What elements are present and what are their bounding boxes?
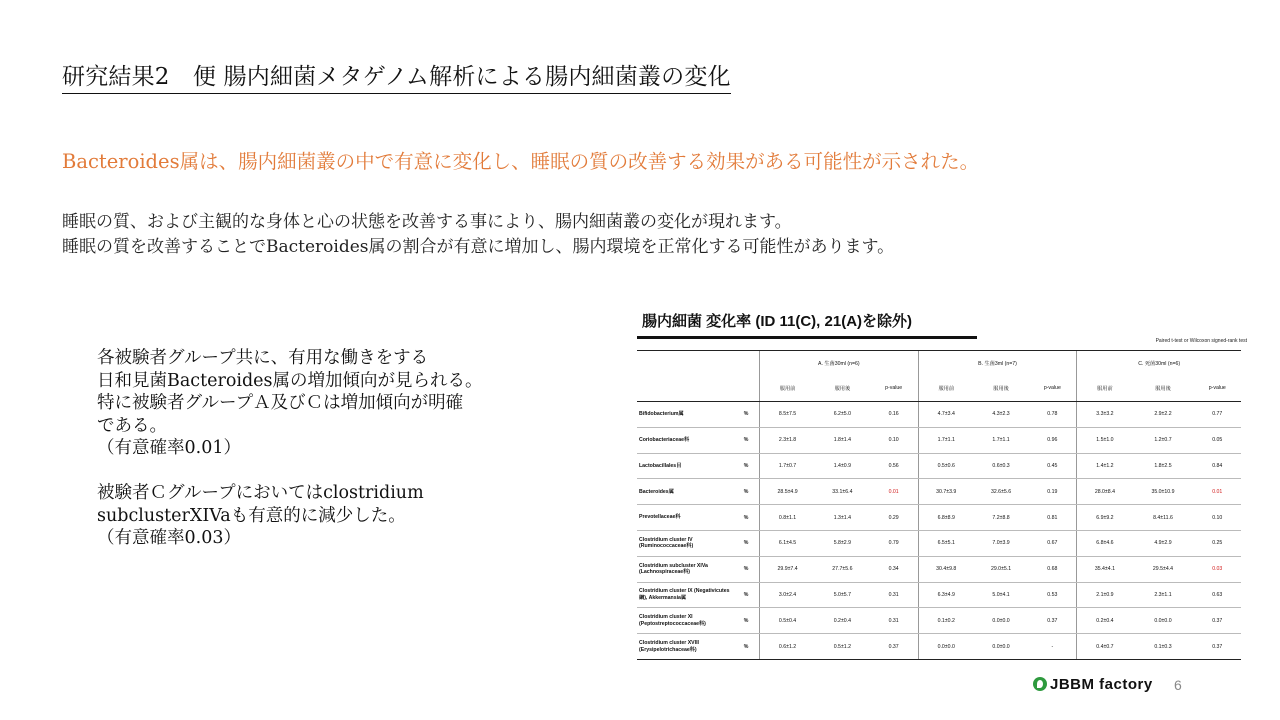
row-taxon-name: Clostridium cluster XVIII (Erysipelotrichaceae科) <box>637 634 733 660</box>
p-value-cell: 0.31 <box>870 608 919 634</box>
table-test-note: Paired t-test or Wilcoxon signed-rank test <box>1155 338 1247 344</box>
row-unit: % <box>733 402 760 428</box>
subheader: 服用後 <box>815 375 870 402</box>
value-cell: 0.6±0.3 <box>974 453 1029 479</box>
p-value-cell: 0.81 <box>1028 505 1077 531</box>
value-cell: 3.3±3.2 <box>1077 402 1133 428</box>
row-taxon-name: Clostridium subcluster XIVa (Lachnospiraceae科) <box>637 556 733 582</box>
row-taxon-name: Clostridium cluster XI (Peptostreptococcaceae科) <box>637 608 733 634</box>
value-cell: 0.5±0.6 <box>918 453 974 479</box>
table-title-rule <box>637 336 977 339</box>
p-value-cell: 0.68 <box>1028 556 1077 582</box>
row-unit: % <box>733 530 760 556</box>
value-cell: 0.5±1.2 <box>815 634 870 660</box>
value-cell: 1.7±1.1 <box>974 427 1029 453</box>
key-finding: Bacteroides属は、腸内細菌叢の中で有意に変化し、睡眠の質の改善する効果がある可能性が示された。 <box>62 150 980 173</box>
description <box>62 210 894 260</box>
value-cell: 8.5±7.5 <box>760 402 816 428</box>
value-cell: 28.0±8.4 <box>1077 479 1133 505</box>
row-taxon-name: Clostridium cluster IV (Ruminococcaceae科) <box>637 530 733 556</box>
value-cell: 0.1±0.3 <box>1132 634 1193 660</box>
leaf-logo-icon <box>1033 677 1047 691</box>
table-row <box>637 530 1241 556</box>
value-cell: 2.3±1.8 <box>760 427 816 453</box>
value-cell: 27.7±5.6 <box>815 556 870 582</box>
value-cell: 0.5±0.4 <box>760 608 816 634</box>
value-cell: 0.6±1.2 <box>760 634 816 660</box>
value-cell: 7.2±8.8 <box>974 505 1029 531</box>
table-row <box>637 453 1241 479</box>
group-header: C. 死菌30ml (n=6) <box>1077 351 1241 376</box>
group-header: A. 生菌30ml (n=6) <box>760 351 919 376</box>
note-line: 特に被験者グループＡ及びＣは増加傾向が明確 <box>97 393 464 413</box>
table-row <box>637 582 1241 608</box>
row-unit: % <box>733 608 760 634</box>
row-unit: % <box>733 427 760 453</box>
note-line: 各被験者グループ共に、有用な働きをする <box>97 348 429 368</box>
row-taxon-name: Bifidobacterium属 <box>637 402 733 428</box>
value-cell: 1.7±0.7 <box>760 453 816 479</box>
logo-text: JBBM factory <box>1050 676 1153 693</box>
subheader: p-value <box>1194 375 1242 402</box>
p-value-cell: 0.78 <box>1028 402 1077 428</box>
table-row <box>637 608 1241 634</box>
slide-title: 研究結果2 便 腸内細菌メタゲノム解析による腸内細菌叢の変化 <box>62 58 731 94</box>
value-cell: 6.8±8.9 <box>918 505 974 531</box>
p-value-cell: 0.45 <box>1028 453 1077 479</box>
value-cell: 1.8±2.5 <box>1132 453 1193 479</box>
value-cell: 4.3±2.3 <box>974 402 1029 428</box>
p-value-cell: 0.67 <box>1028 530 1077 556</box>
value-cell: 1.3±1.4 <box>815 505 870 531</box>
table-row <box>637 505 1241 531</box>
table-subheader-row <box>637 375 1241 402</box>
value-cell: 1.5±1.0 <box>1077 427 1133 453</box>
value-cell: 2.1±0.9 <box>1077 582 1133 608</box>
value-cell: 6.3±4.9 <box>918 582 974 608</box>
table-corner <box>637 375 733 402</box>
row-taxon-name: Coriobacteriaceae科 <box>637 427 733 453</box>
value-cell: 0.0±0.0 <box>918 634 974 660</box>
p-value-cell: 0.96 <box>1028 427 1077 453</box>
value-cell: 8.4±11.6 <box>1132 505 1193 531</box>
value-cell: 1.4±1.2 <box>1077 453 1133 479</box>
table-group-header-row <box>637 351 1241 376</box>
p-value-cell: 0.31 <box>870 582 919 608</box>
table-row <box>637 634 1241 660</box>
p-value-cell: 0.79 <box>870 530 919 556</box>
value-cell: 0.2±0.4 <box>1077 608 1133 634</box>
p-value-cell: 0.01 <box>870 479 919 505</box>
value-cell: 0.0±0.0 <box>1132 608 1193 634</box>
row-taxon-name: Lactobacillales目 <box>637 453 733 479</box>
row-unit: % <box>733 453 760 479</box>
row-unit: % <box>733 582 760 608</box>
subheader: p-value <box>870 375 919 402</box>
p-value-cell: - <box>1028 634 1077 660</box>
findings-notes <box>97 347 483 550</box>
value-cell: 4.9±2.9 <box>1132 530 1193 556</box>
p-value-cell: 0.29 <box>870 505 919 531</box>
value-cell: 6.9±9.2 <box>1077 505 1133 531</box>
table-row <box>637 556 1241 582</box>
p-value-cell: 0.25 <box>1194 530 1242 556</box>
subheader: 服用前 <box>1077 375 1133 402</box>
value-cell: 0.0±0.0 <box>974 608 1029 634</box>
value-cell: 4.7±3.4 <box>918 402 974 428</box>
value-cell: 5.8±2.9 <box>815 530 870 556</box>
value-cell: 0.1±0.2 <box>918 608 974 634</box>
row-taxon-name: Prevotellaceae科 <box>637 505 733 531</box>
p-value-cell: 0.05 <box>1194 427 1242 453</box>
p-value-cell: 0.10 <box>870 427 919 453</box>
results-table-figure <box>637 310 1249 653</box>
value-cell: 6.5±5.1 <box>918 530 974 556</box>
value-cell: 33.1±6.4 <box>815 479 870 505</box>
table-title: 腸内細菌 変化率 (ID 11(C), 21(A)を除外) <box>642 313 913 330</box>
value-cell: 30.7±3.9 <box>918 479 974 505</box>
value-cell: 5.0±4.1 <box>974 582 1029 608</box>
note-line: （有意確率0.03） <box>97 528 241 548</box>
value-cell: 0.8±1.1 <box>760 505 816 531</box>
value-cell: 29.0±5.1 <box>974 556 1029 582</box>
subheader: 服用後 <box>1132 375 1193 402</box>
note-line: subclusterXIVaも有意的に減少した。 <box>97 505 406 526</box>
row-taxon-name: Bacteroides属 <box>637 479 733 505</box>
value-cell: 35.4±4.1 <box>1077 556 1133 582</box>
table-row <box>637 402 1241 428</box>
note-line: 被験者Ｃグループにおいてはclostridium <box>97 483 424 503</box>
note-line: である。 <box>97 415 167 436</box>
subheader: 服用前 <box>918 375 974 402</box>
value-cell: 2.3±1.1 <box>1132 582 1193 608</box>
value-cell: 32.6±5.6 <box>974 479 1029 505</box>
value-cell: 30.4±9.8 <box>918 556 974 582</box>
p-value-cell: 0.03 <box>1194 556 1242 582</box>
p-value-cell: 0.84 <box>1194 453 1242 479</box>
value-cell: 1.4±0.9 <box>815 453 870 479</box>
subheader: 服用前 <box>760 375 816 402</box>
row-taxon-name: Clostridium cluster IX (Negativicutes綱), Akkermansia属 <box>637 582 733 608</box>
value-cell: 0.2±0.4 <box>815 608 870 634</box>
p-value-cell: 0.37 <box>870 634 919 660</box>
value-cell: 0.0±0.0 <box>974 634 1029 660</box>
p-value-cell: 0.77 <box>1194 402 1242 428</box>
value-cell: 28.5±4.9 <box>760 479 816 505</box>
row-unit: % <box>733 556 760 582</box>
value-cell: 3.0±2.4 <box>760 582 816 608</box>
value-cell: 29.9±7.4 <box>760 556 816 582</box>
value-cell: 35.0±10.9 <box>1132 479 1193 505</box>
value-cell: 5.0±5.7 <box>815 582 870 608</box>
note-spacer <box>97 460 483 483</box>
value-cell: 6.1±4.5 <box>760 530 816 556</box>
p-value-cell: 0.63 <box>1194 582 1242 608</box>
row-unit: % <box>733 479 760 505</box>
value-cell: 6.2±5.0 <box>815 402 870 428</box>
p-value-cell: 0.37 <box>1194 608 1242 634</box>
value-cell: 29.5±4.4 <box>1132 556 1193 582</box>
p-value-cell: 0.10 <box>1194 505 1242 531</box>
value-cell: 1.8±1.4 <box>815 427 870 453</box>
subheader: p-value <box>1028 375 1077 402</box>
p-value-cell: 0.37 <box>1194 634 1242 660</box>
table-corner-unit <box>733 375 760 402</box>
table-corner-unit <box>733 351 760 376</box>
p-value-cell: 0.34 <box>870 556 919 582</box>
subheader: 服用後 <box>974 375 1029 402</box>
row-unit: % <box>733 634 760 660</box>
description-line: 睡眠の質、および主観的な身体と心の状態を改善する事により、腸内細菌叢の変化が現れます。 <box>62 212 792 232</box>
group-header: B. 生菌3ml (n=7) <box>918 351 1077 376</box>
company-logo <box>1033 676 1153 693</box>
table-corner <box>637 351 733 376</box>
gut-bacteria-table <box>637 350 1241 660</box>
value-cell: 0.4±0.7 <box>1077 634 1133 660</box>
value-cell: 1.7±1.1 <box>918 427 974 453</box>
p-value-cell: 0.16 <box>870 402 919 428</box>
value-cell: 2.9±2.2 <box>1132 402 1193 428</box>
p-value-cell: 0.19 <box>1028 479 1077 505</box>
page-number: 6 <box>1174 677 1182 693</box>
p-value-cell: 0.53 <box>1028 582 1077 608</box>
p-value-cell: 0.56 <box>870 453 919 479</box>
note-line: 日和見菌Bacteroides属の増加傾向が見られる。 <box>97 370 483 391</box>
value-cell: 7.0±3.9 <box>974 530 1029 556</box>
note-line: （有意確率0.01） <box>97 438 241 458</box>
description-line: 睡眠の質を改善することでBacteroides属の割合が有意に増加し、腸内環境を正常化する可能性があります。 <box>62 237 895 257</box>
table-row <box>637 479 1241 505</box>
table-row <box>637 427 1241 453</box>
p-value-cell: 0.01 <box>1194 479 1242 505</box>
row-unit: % <box>733 505 760 531</box>
p-value-cell: 0.37 <box>1028 608 1077 634</box>
value-cell: 1.2±0.7 <box>1132 427 1193 453</box>
value-cell: 6.8±4.6 <box>1077 530 1133 556</box>
